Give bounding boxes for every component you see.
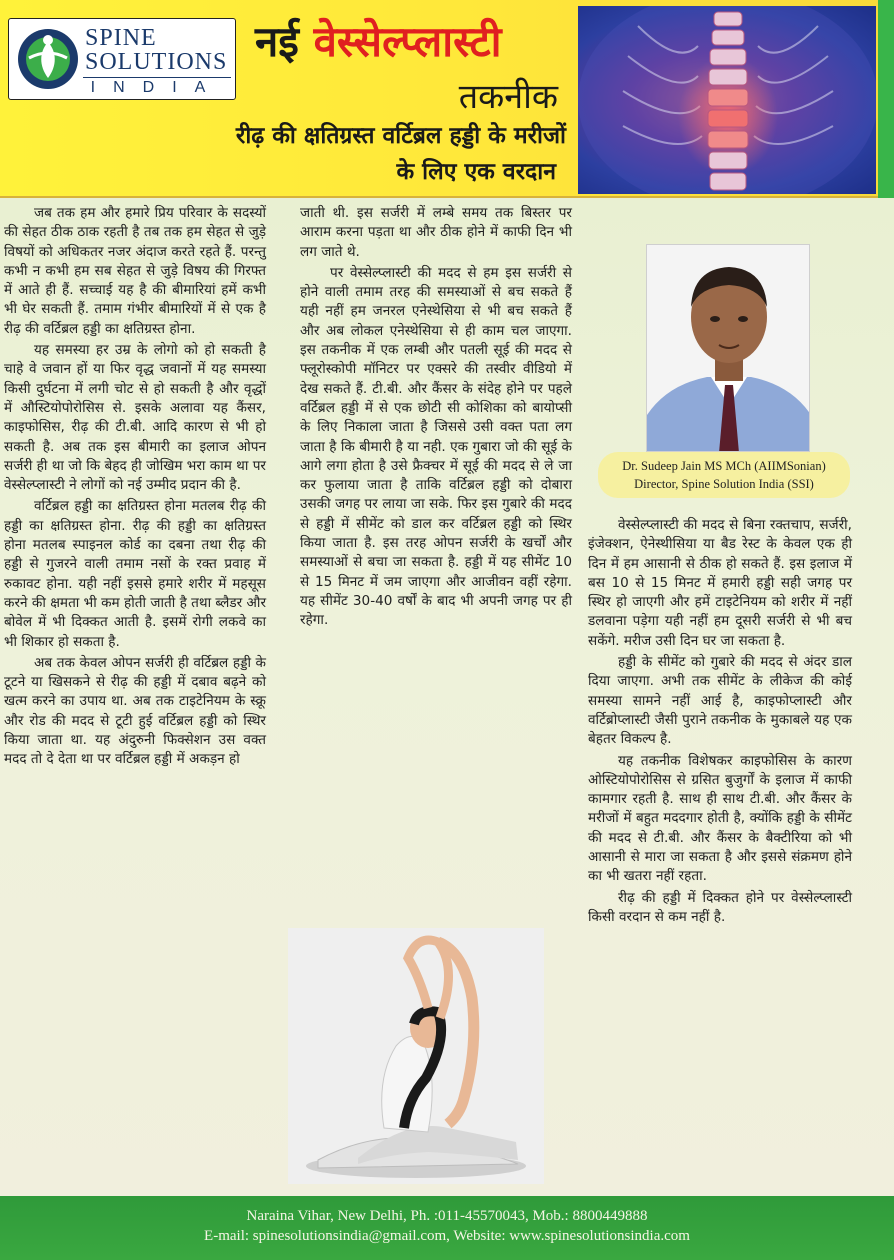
paragraph: पर वेस्सेल्प्लास्टी की मदद से हम इस सर्जरी से होने वाली तमाम तरह की समस्याओं से बच सकते हैं यही नहीं हम जनरल एनेस्थेसिया से भी बच सकते हैं और अब लोकल एनेस्थेसिया से ही काम चल जाएगा. इस तकनीक में एक लम्बी और पतली सूई की मदद से फ्लूरोस्कोपी मॉनिटर पर एक्सरे की तस्वीर वीडियो में देख सकते हैं. टी.बी. और कैंसर के संदेह होने पर पहले वर्टिब्रल हड्डी में से एक छोटी सी कोशिका को बायोप्सी के लिए निकाला जाता है जिससे उसी वक्त पता लग जाता है कि बीमारी है या नही. एक गुबारा जो की सूई के आगे लगा होता है उसे फ्रैक्चर में सूई की मदद से ले जा कर फुलाया जाता है ताकि वर्टिब्रल हड्डी को दोबारा उसकी जगह पर लाया जा सके. फिर इस गुबारे की मदद से हड्डी में सीमेंट को डाल कर वर्टिब्रल हड्डी को स्थिर किया जाता है. इस तरह ओपन सर्जरी के खर्चों और समस्याओं से बचा जा सकता है. हड्डी में यह सीमेंट 10 से 15 मिनट में जम जाएगा और आजीवन वहीं रहेगा. यह सीमेंट 30-40 वर्षों के बाद भी अपनी जगह पर ही रहेगा. <box>300 264 572 629</box>
yoga-pose-image <box>288 928 544 1184</box>
headline-title <box>255 12 565 69</box>
paragraph: यह समस्या हर उम्र के लोगो को हो सकती है चाहे वे जवान हों या फिर वृद्ध जवानों में यह समस्या किसी दुर्घटना में लगी चोट से हो सकती है और वृद्धों में औस्टियोपोरोसिस से. इसके अलावा यह कैंसर, काइफोसिस, रीढ़ की टी.बी. आदि कारण से भी हो सकती है. अब तक इस बीमारी का इलाज ओपन सर्जरी ही था जो कि बेहद ही जोखिम भरा काम था पर वेस्सेल्प्लास्टी ने लोगों को नई उम्मीद प्रदान की है. <box>4 342 266 494</box>
paragraph: वेस्सेल्प्लास्टी की मदद से बिना रक्तचाप, सर्जरी, इंजेक्शन, ऐनेस्थीसिया या बैड रेस्ट के केवल एक ही दिन में हम आसानी से ठीक हो सकते हैं. इस इलाज में बस 10 से 15 मिनट में हमारी हड्डी सही जगह पर स्थिर हो जाएगी और हमें टाइटेनियम को शरीर में नहीं डलवाना पड़ेगा यही नहीं हम दूसरी सर्जरी से भी बच सकेंगे. मरीज उसी दिन घर जा सकता है. <box>588 517 852 649</box>
article-column-2 <box>300 204 572 633</box>
footer-bar <box>0 1196 894 1260</box>
article-column-3 <box>588 516 852 929</box>
footer-address: Naraina Vihar, New Delhi, Ph. :011-45570043, Mob.: 8800449888 <box>246 1208 648 1224</box>
paragraph: यह तकनीक विशेषकर काइफोसिस के कारण ओस्टियोपोरोसिस से ग्रसित बुजुर्गों के इलाज में काफी कामगार रहती है. साथ ही साथ टी.बी. और कैंसर के मरीजों में बहुत मददगार होती है, क्योंकि हड्डी के सीमेंट की मदद से टी.बी. और कैंसर के बैक्टीरिया को भी आसानी से मारा जा सकता है और इससे संक्रमण होने का भी खतरा नहीं रहता. <box>588 752 852 885</box>
tagline-line-1: रीढ़ की क्षतिग्रस्त वर्टिब्रल हड्डी के मरीजों <box>235 123 566 149</box>
paragraph: जाती थी. इस सर्जरी में लम्बे समय तक बिस्तर पर आराम करना पड़ता था और ठीक होने में काफी दिन भी लग जाते थे. <box>300 205 572 260</box>
footer-contact: E-mail: spinesolutionsindia@gmail.com, Website: www.spinesolutionsindia.com <box>204 1228 690 1244</box>
logo-word-solutions: SOLUTIONS <box>85 49 228 75</box>
header-banner <box>0 0 894 198</box>
headline-prefix: नई <box>255 17 299 66</box>
logo-word-spine: SPINE <box>85 25 157 51</box>
logo-word-india: INDIA <box>83 77 231 97</box>
paragraph: रीढ़ की हड्डी में दिक्कत होने पर वेस्सेल्प्लास्टी किसी वरदान से कम नहीं है. <box>588 889 852 925</box>
tagline-line-2: के लिए एक वरदान <box>396 159 556 185</box>
paragraph: वर्टिब्रल हड्डी का क्षतिग्रस्त होना मतलब रीढ़ की हड्डी का क्षतिग्रस्त होना. रीढ़ की हड्डी का क्षतिग्रस्त होना मतलब स्पाइनल कोर्ड का दबना तथा रीढ़ की हड्डी से गुजरने वाली तमाम नसों के रक्त प्रवाह में रुकावट होना. यही नहीं इससे हमारे शरीर में महसूस करने की क्षमता भी कम होती जाती है तथा ब्लैडर और बोवेल में भी दिक्कत आती है. इसमें रोगी लकवे का भी शिकार हो सकता है. <box>4 498 266 650</box>
spine-xray-image <box>578 6 876 194</box>
logo-figure-icon <box>17 28 79 90</box>
doctor-caption <box>598 452 850 498</box>
doctor-role: Director, Spine Solution India (SSI) <box>634 477 814 491</box>
edge-strip <box>878 0 894 198</box>
headline-colored: वेस्सेल्प्लास्टी <box>313 17 502 66</box>
spine-solutions-logo <box>8 18 236 100</box>
article-column-1 <box>4 204 266 772</box>
paragraph: हड्डी के सीमेंट को गुबारे की मदद से अंदर डाल दिया जाएगा. अभी तक सीमेंट के लीकेज की कोई समस्या सामने नहीं आई है, काइफोप्लास्टी और वर्टिब्रोप्लास्टी जैसी पुराने तकनीक के मुकाबले यह एक बेहतर विकल्प है. <box>588 654 852 748</box>
paragraph: अब तक केवल ओपन सर्जरी ही वर्टिब्रल हड्डी के टूटने या खिसकने से रीढ़ की हड्डी में दबाव बढ़ने को खत्म करने का उपाय था. अब तक टाइटेनियम के स्क्रू और रोड की मदद से टूटी हुई वर्टिब्रल हड्डी को स्थिर किया जाता था. यह अंदुरुनी फिक्सेशन उस वक्त मदद तो दे देता था पर वर्टिब्रल हड्डी में अकड़न हो <box>4 654 266 768</box>
paragraph: जब तक हम और हमारे प्रिय परिवार के सदस्यों की सेहत ठीक ठाक रहती है तब तक हम सेहत से जुड़े विषयों को अधिकतर नजर अंदाज करते रहते हैं. परन्तु कभी न कभी हम सब सेहत से जुड़े विषय की गिरफ्त में आते ही हैं. सच्चाई यह है की बीमारियां हमें कभी भी घेर सकती हैं. तमाम गंभीर बीमारियों में से एक है रीढ़ की वर्टिब्रल हड्डी का क्षतिग्रस्त होना. <box>4 205 266 337</box>
headline-subtitle: तकनीक <box>458 77 558 117</box>
doctor-name: Dr. Sudeep Jain MS MCh (AIIMSonian) <box>622 459 826 473</box>
doctor-photo <box>646 244 810 452</box>
